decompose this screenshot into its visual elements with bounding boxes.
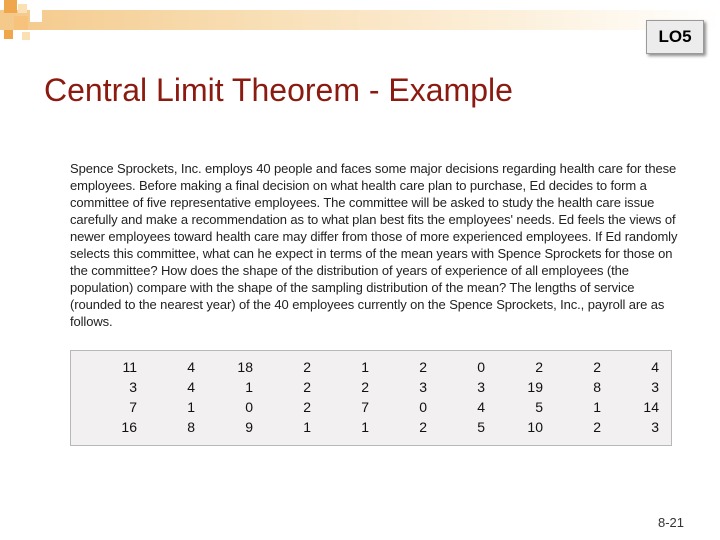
table-cell: 19 — [527, 379, 543, 395]
table-cell: 3 — [651, 419, 659, 435]
table-cell: 3 — [129, 379, 137, 395]
table-cell: 2 — [419, 359, 427, 375]
table-cell: 3 — [651, 379, 659, 395]
decor-square — [4, 30, 13, 39]
table-cell: 8 — [187, 419, 195, 435]
decor-square — [14, 16, 28, 30]
table-cell: 0 — [245, 399, 253, 415]
table-cell: 4 — [187, 379, 195, 395]
table-row — [79, 377, 659, 397]
table-cell: 3 — [477, 379, 485, 395]
table-cell: 11 — [122, 359, 137, 375]
table-row — [79, 357, 659, 377]
table-cell: 2 — [593, 419, 601, 435]
slide-title: Central Limit Theorem - Example — [44, 72, 513, 108]
table-row — [79, 417, 659, 437]
table-cell: 1 — [245, 379, 253, 395]
table-cell: 5 — [477, 419, 485, 435]
table-cell: 2 — [593, 359, 601, 375]
table-cell: 2 — [535, 359, 543, 375]
example-description: Spence Sprockets, Inc. employs 40 people and faces some major decisions regarding health care for these employees. Before making a final decision on what health care plan to purchase, Ed decides to form a committee of five representative employees. The committee will be asked to study the health care issue carefully and make a recommendation as to what plan best fits the employees' needs. Ed feels the views of newer employees toward health care may differ from those of more experienced employees. If Ed randomly selects this committee, what can he expect in terms of the mean years with Spence Sprockets for those on the committee? How does the shape of the distribution of years of experience of all employees (the population) compare with the shape of the sampling distribution of the mean? The lengths of service (rounded to the nearest year) of the 40 employees currently on the Spence Sprockets, Inc., payroll are as follows. — [70, 161, 678, 329]
table-cell: 14 — [643, 399, 659, 415]
slide-number: 8-21 — [658, 515, 685, 530]
decor-square — [30, 10, 42, 22]
service-years-table — [79, 357, 659, 437]
table-cell: 2 — [303, 399, 311, 415]
learning-objective-badge: LO5 — [646, 20, 704, 54]
table-cell: 2 — [303, 379, 311, 395]
table-cell: 4 — [187, 359, 195, 375]
table-cell: 9 — [245, 419, 253, 435]
table-cell: 5 — [535, 399, 543, 415]
table-cell: 10 — [527, 419, 543, 435]
table-cell: 1 — [361, 419, 369, 435]
table-cell: 3 — [419, 379, 427, 395]
table-cell: 16 — [121, 419, 137, 435]
decor-square — [22, 32, 30, 40]
table-cell: 4 — [477, 399, 485, 415]
table-cell: 1 — [593, 399, 601, 415]
table-cell: 4 — [651, 359, 659, 375]
table-cell: 2 — [419, 419, 427, 435]
decor-square — [4, 0, 17, 13]
table-cell: 2 — [361, 379, 369, 395]
table-row — [79, 397, 659, 417]
table-cell: 1 — [303, 419, 311, 435]
service-years-table-box — [70, 350, 672, 446]
table-cell: 2 — [303, 359, 311, 375]
table-cell: 0 — [477, 359, 485, 375]
table-cell: 0 — [419, 399, 427, 415]
table-cell: 1 — [361, 359, 369, 375]
table-cell: 8 — [593, 379, 601, 395]
table-cell: 1 — [187, 399, 195, 415]
table-cell: 18 — [237, 359, 253, 375]
table-cell: 7 — [361, 399, 369, 415]
header-gradient-band — [0, 10, 720, 30]
table-cell: 7 — [129, 399, 137, 415]
decor-square — [18, 4, 27, 13]
